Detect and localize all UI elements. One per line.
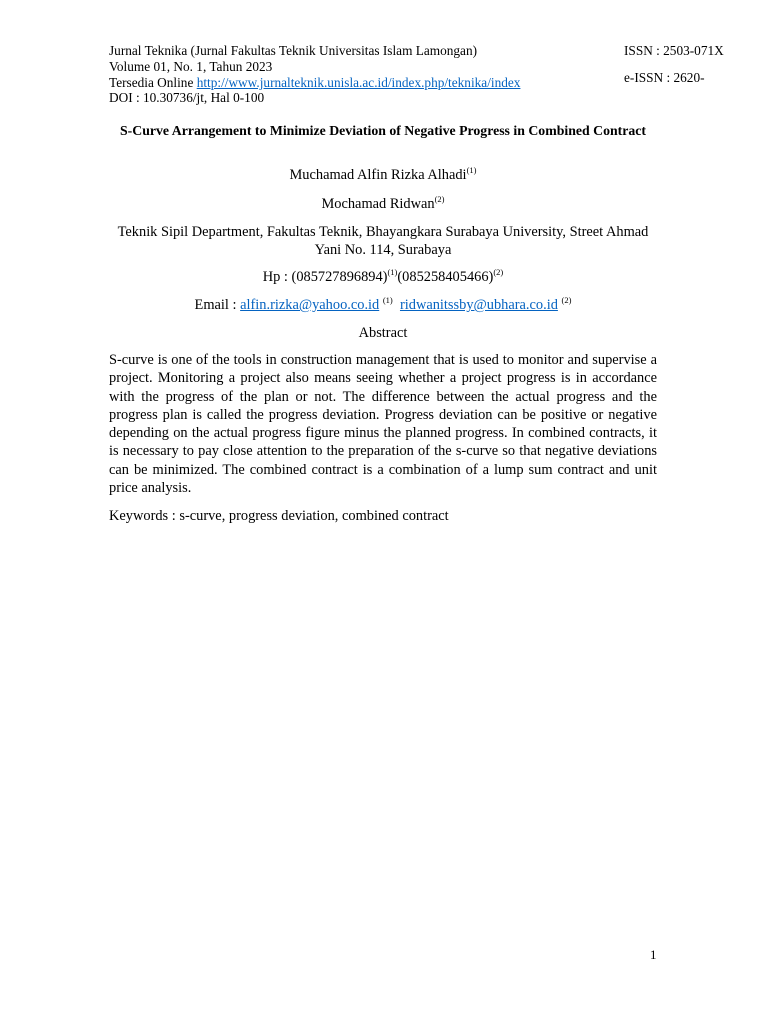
phone-1: Hp : (085727896894) — [262, 269, 388, 285]
keywords: Keywords : s-curve, progress deviation, combined contract — [109, 508, 449, 524]
paper-title: S-Curve Arrangement to Minimize Deviation of Negative Progress in Combined Contract — [120, 123, 646, 138]
phone-1-mark: (1) — [387, 267, 398, 278]
abstract-text: S-curve is one of the tools in construction management that is used to monitor and supervise a project. Monitoring a project also means seeing whether a project progress is in accordance with the progress of the plan or not. The difference between the actual progress and the progress plan is called the progress deviation. Progress deviation can be positive or negative depending on the actual progress figure minus the planned progress. In combined contracts, it is necessary to pay close attention to the preparation of the s-curve so that negative deviations can be minimized. The combined contract is a combination of a lump sum contract and unit price analysis. — [109, 352, 657, 497]
author-2-mark: (2) — [434, 194, 445, 205]
journal-url-link[interactable]: http://www.jurnalteknik.unisla.ac.id/index.php/teknika/index — [196, 74, 521, 90]
phone-line — [109, 268, 657, 286]
volume-info: Volume 01, No. 1, Tahun 2023 — [109, 58, 273, 74]
affiliation: Teknik Sipil Department, Fakultas Teknik, Bhayangkara Surabaya University, Street Ahmad Yani No. 114, Surabaya — [117, 224, 649, 258]
e-issn: e-ISSN : 2620- — [624, 69, 705, 85]
email-label: Email : — [194, 297, 241, 313]
issn-block — [624, 43, 764, 86]
issn: ISSN : 2503-071X — [624, 43, 724, 58]
email-line — [109, 296, 657, 314]
author-1-name: Muchamad Alfin Rizka Alhadi — [289, 167, 467, 183]
author-2 — [109, 195, 657, 213]
doi-info: DOI : 10.30736/jt, Hal 0-100 — [109, 90, 265, 106]
email-1-mark: (1) — [382, 295, 393, 306]
journal-header — [109, 43, 609, 106]
email-2-mark: (2) — [561, 295, 572, 306]
online-availability — [109, 75, 609, 91]
online-label: Tersedia Online — [109, 74, 197, 90]
email-1-link[interactable]: alfin.rizka@yahoo.co.id — [240, 297, 380, 313]
page-number: 1 — [650, 947, 657, 962]
phone-2-mark: (2) — [493, 267, 504, 278]
journal-name: Jurnal Teknika (Jurnal Fakultas Teknik Universitas Islam Lamongan) — [109, 43, 478, 58]
author-2-name: Mochamad Ridwan — [321, 196, 435, 212]
author-1 — [109, 166, 657, 184]
abstract-heading: Abstract — [358, 325, 408, 341]
phone-2: (085258405466) — [397, 269, 494, 285]
email-2-link[interactable]: ridwanitssby@ubhara.co.id — [399, 297, 558, 313]
author-1-mark: (1) — [466, 165, 477, 176]
